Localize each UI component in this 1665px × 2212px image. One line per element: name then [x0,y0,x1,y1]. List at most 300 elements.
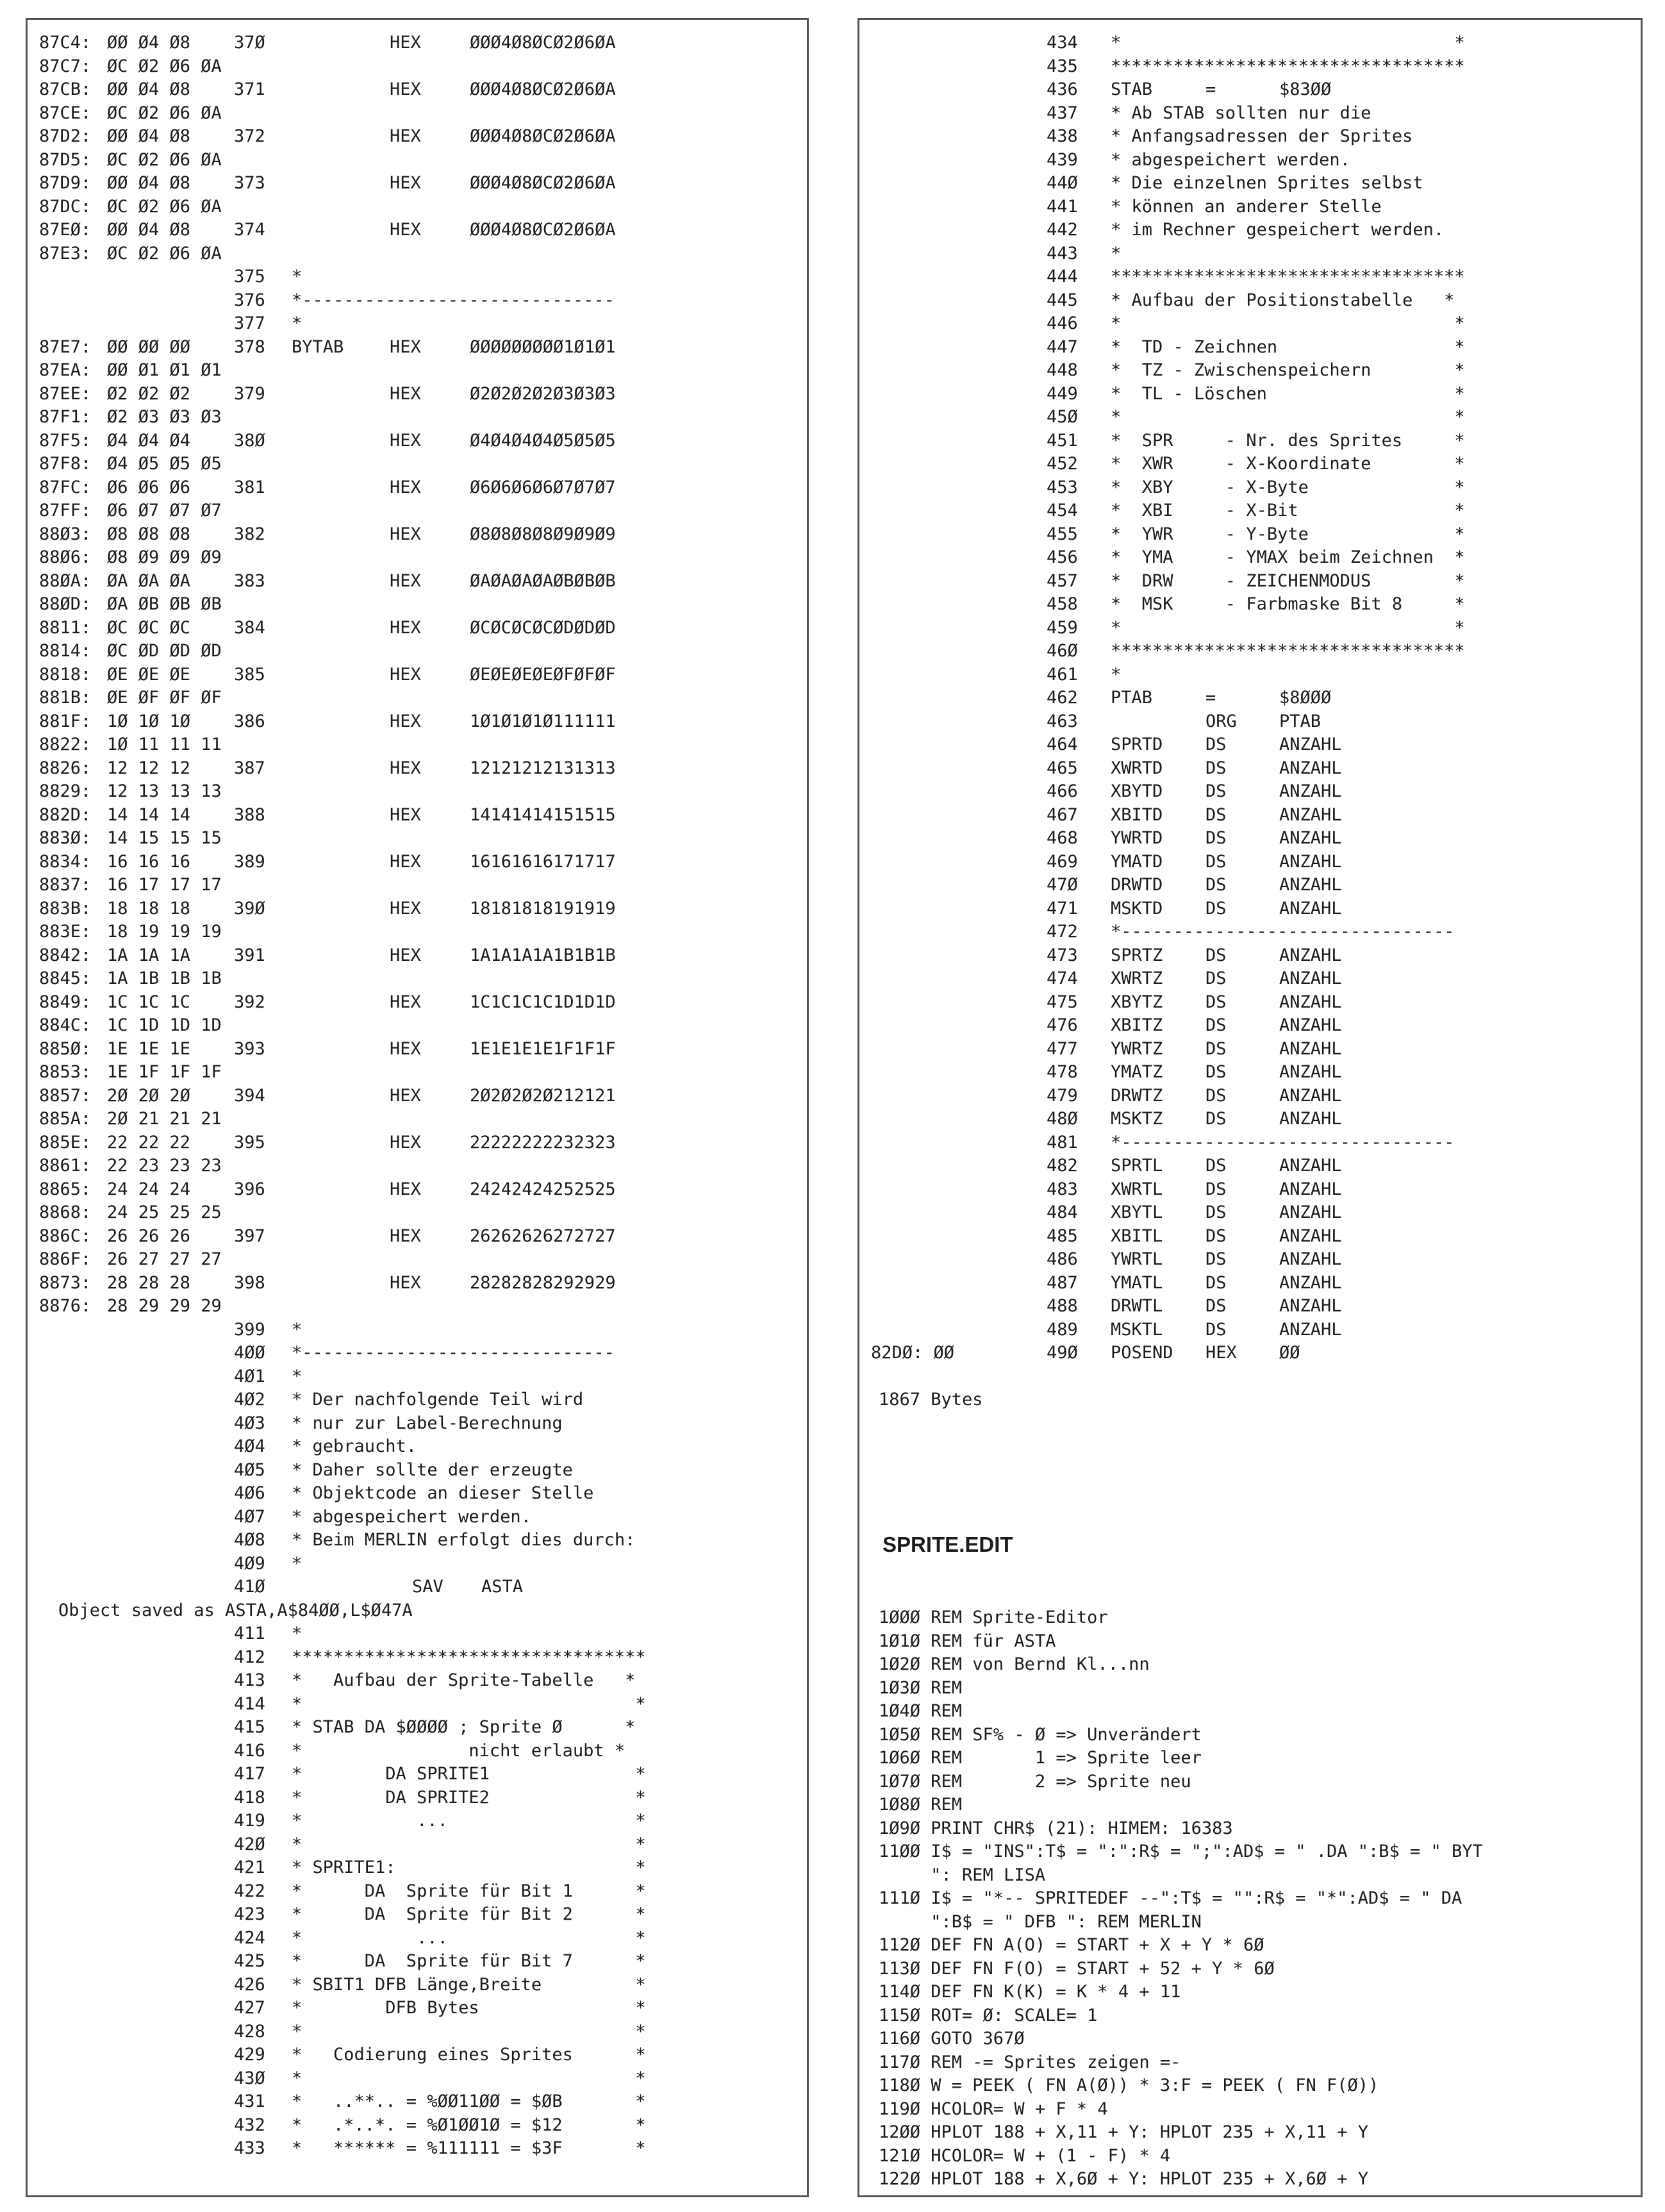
right-listing-panel [857,18,1643,2197]
listing-row [859,1061,1641,1084]
basic-line-text: 122Ø HPLOT 188 + X,6Ø + Y: HPLOT 235 + X,6Ø + Y [879,2169,1369,2189]
listing-opcode: HEX [390,664,421,685]
basic-line [859,2004,1641,2027]
listing-row [28,1201,807,1224]
listing-line-number: 472 [1047,922,1078,942]
listing-bytes: 26 27 27 27 [107,1249,222,1269]
listing-row [859,1085,1641,1108]
listing-row [28,1646,807,1669]
listing-line-number: 446 [1047,313,1078,333]
listing-row [859,804,1641,827]
listing-operand: ANZAHL [1279,758,1342,778]
listing-operand: ANZAHL [1279,851,1342,872]
listing-opcode: HEX [390,992,421,1012]
listing-bytes: ØC Ø2 Ø6 ØA [107,103,222,123]
basic-line-text: 111Ø I$ = "*-- SPRITEDEF --":T$ = "":R$ = "*":AD$ = " DA [879,1888,1462,1908]
listing-operand: 2Ø2Ø2Ø2Ø212121 [470,1085,616,1106]
listing-line-number: 474 [1047,969,1078,988]
listing-label: * ..**.. = %ØØ11ØØ = $ØB * [292,2091,646,2111]
listing-row [28,1178,807,1201]
listing-label: SPRTL [1111,1156,1163,1176]
listing-opcode: HEX [390,1179,421,1199]
listing-operand: ANZAHL [1279,828,1342,848]
listing-line-number: 38Ø [234,430,265,451]
listing-row [28,383,807,406]
basic-line [859,2145,1641,2168]
basic-line [859,1630,1641,1653]
listing-line-number: 383 [234,570,265,591]
listing-opcode: DS [1205,735,1227,754]
listing-row [859,1038,1641,1061]
listing-bytes: ØC ØC ØC [107,617,191,638]
listing-line-number: 465 [1047,758,1078,778]
listing-line-number: 384 [234,617,265,638]
listing-label: PTAB [1111,688,1153,708]
listing-bytes: ØØ Ø1 Ø1 Ø1 [107,360,222,380]
basic-line-text: 1Ø5Ø REM SF% - Ø => Unverändert [879,1724,1202,1745]
listing-label: DRWTD [1111,875,1163,895]
listing-label: BYTAB [292,337,344,357]
listing-bytes: 1A 1B 1B 1B [107,969,222,988]
listing-bytes: 22 23 23 23 [107,1156,222,1176]
listing-address: 88Ø6: [39,547,92,567]
listing-operand: ANZAHL [1279,1319,1342,1340]
listing-opcode: HEX [390,711,421,731]
listing-line-number: 48Ø [1047,1109,1078,1129]
listing-row [859,523,1641,546]
listing-bytes: ØC ØD ØD ØD [107,641,222,661]
listing-address: 8829: [39,781,92,801]
listing-label: XWRTD [1111,758,1163,778]
listing-opcode: DS [1205,1179,1227,1199]
listing-row [859,570,1641,593]
listing-opcode: DS [1205,758,1227,778]
listing-address: 87F8: [39,454,92,474]
listing-bytes: 2Ø 2Ø 2Ø [107,1085,191,1106]
basic-line-text: 1Ø7Ø REM 2 => Sprite neu [879,1771,1191,1792]
listing-address: 8876: [39,1296,92,1316]
listing-bytes: 18 19 19 19 [107,922,222,942]
listing-label: * können an anderer Stelle [1111,196,1382,217]
listing-label: XWRTL [1111,1179,1163,1199]
listing-row [28,1740,807,1763]
listing-address: 87C7: [39,56,92,76]
listing-operand: ØØ [1279,1343,1300,1363]
listing-row [859,874,1641,897]
listing-line-number: 44Ø [1047,173,1078,193]
listing-address: 8857: [39,1085,92,1106]
listing-operand: ANZAHL [1279,945,1342,965]
listing-opcode: DS [1205,1038,1227,1059]
listing-line-number: 382 [234,524,265,544]
listing-line-number: 421 [234,1858,265,1877]
listing-line-number: 456 [1047,547,1078,567]
listing-bytes: 2Ø 21 21 21 [107,1109,222,1129]
listing-row [28,242,807,265]
listing-label: * DA Sprite für Bit 1 * [292,1881,646,1901]
listing-row [28,312,807,335]
listing-label: * DRW - ZEICHENMODUS * [1111,570,1465,591]
listing-row [28,1412,807,1435]
listing-label: DRWTZ [1111,1085,1163,1106]
listing-line-number: 415 [234,1717,265,1737]
listing-line-number: 469 [1047,851,1078,872]
listing-line-number: 4Ø8 [234,1530,265,1550]
listing-line-number: 463 [1047,711,1078,731]
listing-label: * gebraucht. [292,1436,417,1456]
listing-line-number: 371 [234,79,265,99]
listing-row [859,149,1641,172]
listing-address: 8861: [39,1156,92,1176]
listing-line-number: 374 [234,220,265,240]
listing-address: 8837: [39,875,92,895]
listing-label: * [292,267,302,287]
listing-label: * * [292,2021,646,2042]
listing-address: 88ØA: [39,570,92,591]
listing-row [28,289,807,312]
listing-row [859,102,1641,125]
listing-opcode: HEX [390,945,421,965]
listing-bytes: 1A 1A 1A [107,945,191,965]
listing-line-number: 437 [1047,103,1078,123]
listing-address: 87EA: [39,360,92,380]
listing-row [859,31,1641,54]
listing-opcode: HEX [390,220,421,240]
listing-label: * Der nachfolgende Teil wird [292,1390,584,1410]
listing-row [28,944,807,967]
listing-address: 87D9: [39,173,92,193]
listing-operand: ØCØCØCØCØDØDØD [470,617,616,638]
listing-operand: 12121212131313 [470,758,616,778]
listing-label: STAB [1111,79,1153,99]
listing-row [28,874,807,897]
listing-line-number: 49Ø [1047,1343,1078,1363]
listing-bytes: ØC Ø2 Ø6 ØA [107,196,222,217]
listing-row [859,125,1641,148]
listing-address: 87FF: [39,501,92,520]
listing-row [28,453,807,476]
listing-operand: 28282828292929 [470,1272,616,1293]
listing-row [28,570,807,593]
listing-row [859,172,1641,195]
listing-label: * * [1111,33,1465,53]
basic-line-text: 1ØØØ REM Sprite-Editor [879,1608,1108,1627]
listing-line-number: 398 [234,1272,265,1293]
listing-opcode: HEX [390,1226,421,1246]
basic-line-text: 1Ø8Ø REM [879,1795,963,1815]
listing-opcode: HEX [390,430,421,451]
listing-bytes: ØC Ø2 Ø6 ØA [107,149,222,170]
listing-row [28,1552,807,1576]
listing-line-number: 481 [1047,1132,1078,1152]
listing-row [28,125,807,148]
listing-opcode: = [1205,688,1216,708]
listing-row [28,429,807,453]
listing-row [28,172,807,195]
listing-label: * SPR - Nr. des Sprites * [1111,430,1465,451]
listing-line-number: 376 [234,290,265,310]
listing-label: * DA Sprite für Bit 2 * [292,1904,646,1924]
listing-bytes: 1E 1F 1F 1F [107,1062,222,1082]
listing-address: 885A: [39,1109,92,1129]
listing-row [28,1482,807,1505]
listing-opcode: DS [1205,1156,1227,1176]
listing-row [859,289,1641,312]
listing-row [859,757,1641,780]
listing-label: * DFB Bytes * [292,1998,646,2018]
listing-address: 884C: [39,1015,92,1035]
listing-operand: 1C1C1C1C1D1D1D [470,992,616,1012]
listing-line-number: 381 [234,477,265,497]
listing-row [28,1599,807,1622]
listing-label: MSKTL [1111,1319,1163,1340]
listing-operand: ANZAHL [1279,1296,1342,1316]
listing-row [859,897,1641,920]
listing-label: YWRTL [1111,1249,1163,1269]
listing-address: 87D5: [39,149,92,170]
listing-line-number: 414 [234,1693,265,1714]
basic-line [859,1840,1641,1863]
listing-line-number: 429 [234,2045,265,2065]
listing-address: 883Ø: [39,828,92,848]
listing-operand: ØØØ4Ø8ØCØ2Ø6ØA [470,79,616,99]
listing-operand: 22222222232323 [470,1132,616,1152]
listing-row [28,1927,807,1950]
listing-row [28,1997,807,2020]
listing-row [859,242,1641,265]
listing-opcode: DS [1205,1319,1227,1340]
listing-bytes: Ø2 Ø3 Ø3 Ø3 [107,407,222,427]
listing-row [859,780,1641,803]
listing-row [28,1950,807,1973]
listing-line-number: 412 [234,1647,265,1667]
listing-row [28,1669,807,1692]
listing-row [859,991,1641,1014]
listing-opcode: DS [1205,969,1227,988]
listing-opcode: HEX [390,758,421,778]
listing-line-number: 489 [1047,1319,1078,1340]
listing-operand: $83ØØ [1279,79,1332,99]
listing-line-number: 418 [234,1787,265,1808]
listing-row [859,219,1641,242]
listing-label: * Anfangsadressen der Sprites [1111,126,1413,146]
listing-line-number: 388 [234,804,265,825]
listing-label: *-------------------------------- [1111,922,1455,942]
listing-label: * Objektcode an dieser Stelle [292,1483,594,1503]
listing-address: 87EE: [39,383,92,404]
listing-opcode: HEX [390,898,421,919]
listing-row [28,1529,807,1552]
basic-line-text: 117Ø REM -= Sprites zeigen =- [879,2052,1181,2072]
listing-bytes: 14 15 15 15 [107,828,222,848]
listing-label: ********************************** [1111,641,1465,661]
listing-label: * abgespeichert werden. [292,1506,531,1527]
listing-operand: 1E1E1E1E1F1F1F [470,1038,616,1059]
listing-address: 883B: [39,898,92,919]
listing-line-number: 445 [1047,290,1078,310]
listing-bytes: 1C 1C 1C [107,992,191,1012]
basic-line-text: 112Ø DEF FN A(O) = START + X + Y * 6Ø [879,1935,1264,1955]
listing-row [859,686,1641,710]
listing-operand: $8ØØØ [1279,688,1332,708]
listing-row [28,1903,807,1926]
listing-row [28,1716,807,1739]
listing-line-number: 479 [1047,1085,1078,1106]
listing-row [28,617,807,640]
listing-address: 8826: [39,758,92,778]
listing-bytes: 22 22 22 [107,1132,191,1152]
listing-label: * Daher sollte der erzeugte [292,1459,573,1480]
basic-line-text: 115Ø ROT= Ø: SCALE= 1 [879,2005,1098,2025]
listing-label: * Aufbau der Sprite-Tabelle * [292,1670,636,1690]
listing-address: 87F1: [39,407,92,427]
listing-line-number: 449 [1047,383,1078,404]
listing-line-number: 387 [234,758,265,778]
listing-line-number: 425 [234,1951,265,1971]
listing-bytes: 12 12 12 [107,758,191,778]
listing-row [28,2114,807,2137]
listing-row [859,1108,1641,1131]
listing-line-number: 377 [234,313,265,333]
listing-label: * nur zur Label-Berechnung [292,1413,563,1433]
listing-address: 87D2: [39,126,92,146]
listing-line-number: 424 [234,1927,265,1948]
listing-line-number: 389 [234,851,265,872]
listing-address: 881F: [39,711,92,731]
listing-row [28,920,807,944]
listing-line-number: 4Ø7 [234,1506,265,1527]
basic-line [859,1981,1641,2004]
listing-address: 87E3: [39,243,92,263]
listing-row [28,827,807,850]
listing-opcode: HEX [390,79,421,99]
listing-line-number: 4Ø1 [234,1366,265,1386]
listing-row [28,1833,807,1856]
listing-bytes: Ø8 Ø9 Ø9 Ø9 [107,547,222,567]
basic-line [859,1770,1641,1793]
listing-row [859,967,1641,990]
listing-operand: ANZAHL [1279,1226,1342,1246]
listing-operand: PTAB [1279,711,1321,731]
listing-opcode: DS [1205,875,1227,895]
listing-row [859,406,1641,429]
listing-operand: ASTA [481,1577,524,1597]
listing-line-number: 477 [1047,1038,1078,1059]
listing-row [28,1576,807,1599]
listing-row [28,55,807,78]
listing-row [28,406,807,429]
listing-label: SPRTZ [1111,945,1163,965]
listing-address: 8814: [39,641,92,661]
listing-operand: ØØØ4Ø8ØCØ2Ø6ØA [470,126,616,146]
listing-opcode: HEX [390,173,421,193]
listing-line-number: 423 [234,1904,265,1924]
listing-label: YMATD [1111,851,1163,872]
listing-line-number: 396 [234,1179,265,1199]
listing-label: * TD - Zeichnen * [1111,337,1465,357]
listing-bytes: 1E 1E 1E [107,1038,191,1059]
listing-bytes: 28 29 29 29 [107,1296,222,1316]
listing-address: 87FC: [39,477,92,497]
listing-label: * * [292,2068,646,2088]
basic-line-text: ": REM LISA [879,1865,1046,1885]
listing-label: * XBY - X-Byte * [1111,477,1465,497]
listing-row [28,733,807,756]
listing-bytes: ØØ Ø4 Ø8 [107,33,191,53]
listing-line-number: 4Ø9 [234,1553,265,1574]
listing-line-number: 488 [1047,1296,1078,1316]
listing-operand: Ø4Ø4Ø4Ø4Ø5Ø5Ø5 [470,430,616,451]
listing-line-number: 42Ø [234,1834,265,1854]
basic-line [859,1700,1641,1723]
left-listing-panel [26,18,809,2197]
listing-row [859,1272,1641,1295]
listing-row [859,195,1641,219]
basic-line [859,2074,1641,2097]
listing-row [859,640,1641,663]
listing-address: 87CB: [39,79,92,99]
listing-operand: ØØØ4Ø8ØCØ2Ø6ØA [470,220,616,240]
basic-line [859,2098,1641,2121]
listing-row [859,1342,1641,1365]
listing-bytes: 1C 1D 1D 1D [107,1015,222,1035]
basic-line-text: 11ØØ I$ = "INS":T$ = ":":R$ = ";":AD$ = " .DA ":B$ = " BYT [879,1842,1483,1861]
listing-bytes: 1Ø 11 11 11 [107,735,222,754]
listing-address: 8845: [39,969,92,988]
listing-operand: ØAØAØAØAØBØBØB [470,570,616,591]
listing-line-number: 478 [1047,1062,1078,1082]
basic-line-text: 113Ø DEF FN F(O) = START + 52 + Y * 6Ø [879,1958,1275,1979]
listing-row [28,195,807,219]
listing-bytes: 16 17 17 17 [107,875,222,895]
listing-row [28,1318,807,1342]
listing-label: * [292,1319,302,1340]
listing-opcode: DS [1205,1272,1227,1293]
listing-address: 886F: [39,1249,92,1269]
listing-label: * TZ - Zwischenspeichern * [1111,360,1465,380]
basic-line [859,2121,1641,2144]
listing-line-number: 484 [1047,1202,1078,1222]
listing-row [28,2043,807,2066]
listing-line-number: 485 [1047,1226,1078,1246]
basic-line-text: 118Ø W = PEEK ( FN A(Ø)) * 3:F = PEEK ( FN F(Ø)) [879,2075,1379,2095]
listing-line-number: 4Ø6 [234,1483,265,1503]
listing-line-number: 373 [234,173,265,193]
listing-address: 8853: [39,1062,92,1082]
listing-row [859,1178,1641,1201]
listing-address: 87EØ: [39,220,92,240]
listing-label: * ... * [292,1927,646,1948]
listing-line-number: 432 [234,2115,265,2135]
basic-line-text: 12ØØ HPLOT 188 + X,11 + Y: HPLOT 235 + X,11 + Y [879,2122,1369,2142]
listing-address: 885Ø: [39,1038,92,1059]
listing-row [28,476,807,499]
listing-row [28,1061,807,1084]
listing-line-number: 375 [234,267,265,287]
listing-row [28,1459,807,1482]
basic-line [859,1653,1641,1676]
basic-line [859,1606,1641,1629]
listing-address: 82DØ: ØØ [871,1343,955,1363]
listing-row [28,1880,807,1903]
listing-row [859,499,1641,522]
listing-label: * nicht erlaubt * [292,1740,625,1761]
listing-line-number: 448 [1047,360,1078,380]
listing-opcode: HEX [390,1085,421,1106]
listing-line-number: 419 [234,1811,265,1831]
listing-row [859,1201,1641,1224]
listing-label: * [292,1624,302,1643]
